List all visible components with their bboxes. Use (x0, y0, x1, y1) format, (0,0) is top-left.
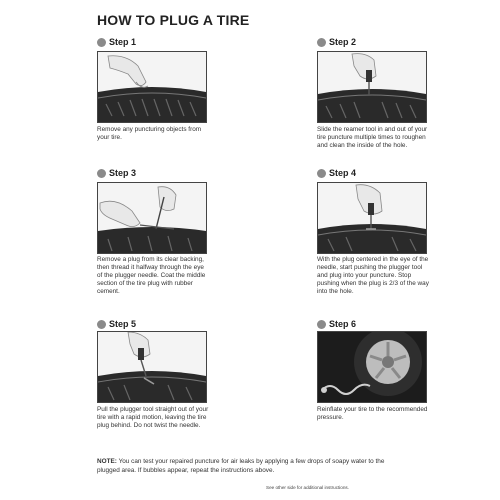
step-6-photo (317, 331, 427, 403)
step-1-header (97, 36, 207, 48)
step-3-photo (97, 182, 207, 254)
footer-text: See other side for additional instructions. (266, 485, 349, 490)
note-paragraph (97, 458, 397, 475)
step-6-header (317, 318, 427, 330)
step-bullet-icon (97, 320, 106, 329)
step-5-header (97, 318, 207, 330)
step-label: Step 4 (329, 168, 357, 178)
page-title: HOW TO PLUG A TIRE (97, 12, 250, 28)
step-bullet-icon (317, 38, 326, 47)
step-2-photo (317, 51, 427, 123)
step-1-text: Remove any puncturing objects from your tire. (97, 126, 202, 141)
step-label: Step 3 (109, 168, 137, 178)
step-bullet-icon (317, 320, 326, 329)
step-label: Step 6 (329, 319, 357, 329)
step-1-photo (97, 51, 207, 123)
step-4-photo (317, 182, 427, 254)
step-4-text: With the plug centered in the eye of the needle, start pushing the plugger tool and plug into your puncture. Stop pushing when the plug is 2/3 of the way into the hole. (317, 256, 429, 295)
step-label: Step 2 (329, 37, 357, 47)
note-text: You can test your repaired puncture for air leaks by applying a few drops of soapy water to the plugged area. If bubbles appear, repeat the instructions above. (97, 458, 385, 474)
step-bullet-icon (317, 169, 326, 178)
step-2-header (317, 36, 427, 48)
step-bullet-icon (97, 169, 106, 178)
note-label: NOTE: (97, 458, 117, 465)
step-6-text: Reinflate your tire to the recommended pressure. (317, 406, 428, 421)
step-5-photo (97, 331, 207, 403)
step-bullet-icon (97, 38, 106, 47)
step-2-text: Slide the reamer tool in and out of your tire puncture multiple times to roughen and clean the inside of the hole. (317, 126, 428, 149)
step-3-header (97, 167, 207, 179)
step-5-text: Pull the plugger tool straight out of your tire with a rapid motion, leaving the tire plug behind. Do not twist the needle. (97, 406, 209, 429)
step-3-text: Remove a plug from its clear backing, then thread it halfway through the eye of the plugger needle. Coat the middle section of the tire plug with rubber cement. (97, 256, 206, 295)
step-label: Step 1 (109, 37, 137, 47)
step-label: Step 5 (109, 319, 137, 329)
step-4-header (317, 167, 427, 179)
